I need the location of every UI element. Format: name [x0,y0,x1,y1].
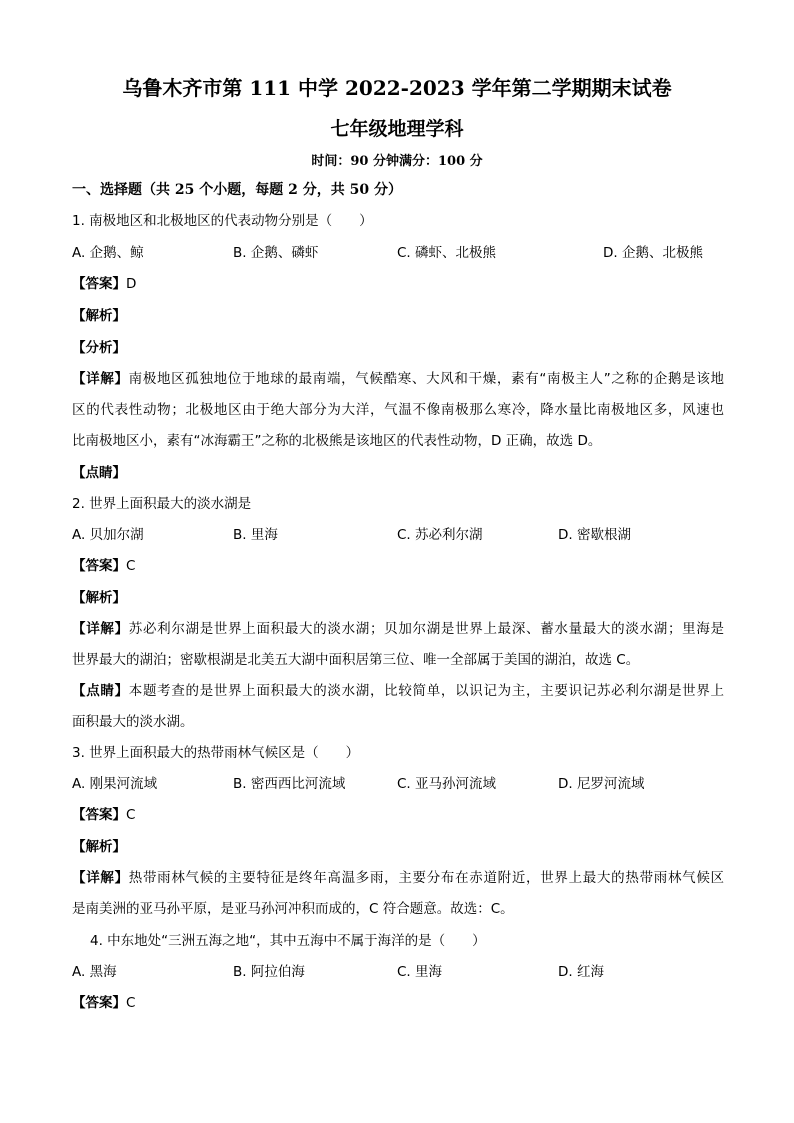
q1-options [72,244,724,262]
q1-comment-label: 【点睛】 [72,465,126,481]
q1-option-d: D. 企鹅、北极熊 [603,245,703,261]
q3-option-b: B. 密西西比河流域 [233,776,346,792]
q3-analysis-label: 【解析】 [72,839,126,855]
q1-answer [72,275,724,293]
q1-option-c: C. 磷虾、北极熊 [397,245,497,261]
q3-stem: 3. 世界上面积最大的热带雨林气候区是（ ） [72,745,360,761]
q2-detail-line1: 【详解】苏必利尔湖是世界上面积最大的淡水湖；贝加尔湖是世界上最深、蓄水量最大的淡水湖；里海是 [72,621,725,637]
q1-option-a: A. 企鹅、鲸 [72,245,144,261]
q4-option-c: C. 里海 [397,964,443,980]
q2-options [72,526,724,544]
q4-options [72,963,724,981]
q2-answer: 【答案】C [72,558,136,574]
q4-option-d: D. 红海 [558,964,604,980]
q3-answer: 【答案】C [72,807,136,823]
q2-analysis-label: 【解析】 [72,590,126,606]
q3-option-c: C. 亚马孙河流域 [397,776,497,792]
q2-answer-value: C [126,558,136,574]
q2-option-a: A. 贝加尔湖 [72,527,144,543]
q1-detail-line1: 【详解】南极地区孤独地位于地球的最南端，气候酷寒、大风和干燥，素有“南极主人”之称的企鹅是该地 [72,371,724,387]
q3-option-d: D. 尼罗河流域 [558,776,645,792]
q2-comment-line2: 面积最大的淡水湖。 [72,714,194,730]
q2-detail-line2: 世界最大的湖泊；密歇根湖是北美五大湖中面积居第三位、唯一全部属于美国的湖泊，故选 C。 [72,652,640,668]
q4-option-a: A. 黑海 [72,964,117,980]
q3-options [72,775,724,793]
q2-option-c: C. 苏必利尔湖 [397,527,483,543]
q3-option-a: A. 刚果河流域 [72,776,158,792]
q1-detail-line2: 区的代表性动物；北极地区由于绝大部分为大洋，气温不像南极那么寒冷，降水量比南极地区多，风速也 [72,402,724,418]
q2-comment-line1: 【点睛】本题考查的是世界上面积最大的淡水湖，比较简单，以识记为主，主要识记苏必利尔湖是世界上 [72,683,725,699]
exam-meta: 时间：90 分钟满分：100 分 [311,154,483,169]
q1-analysis-label: 【解析】 [72,308,126,324]
q4-option-b: B. 阿拉伯海 [233,964,305,980]
detail-label: 【详解】 [72,371,129,387]
q3-detail-line2: 是南美洲的亚马孙平原，是亚马孙河冲积而成的，C 符合题意。故选：C。 [72,901,514,917]
section-heading: 一、选择题（共 25 个小题，每题 2 分，共 50 分） [72,182,402,198]
exam-title: 乌鲁木齐市第 111 中学 2022-2023 学年第二学期期末试卷 [122,76,672,100]
q4-answer-value: C [126,995,136,1011]
q3-answer-value: C [126,807,136,823]
q1-answer-value: D [126,276,137,292]
q1-option-b: B. 企鹅、磷虾 [233,245,319,261]
q2-option-d: D. 密歇根湖 [558,527,631,543]
exam-subtitle: 七年级地理学科 [330,118,464,140]
q2-stem: 2. 世界上面积最大的淡水湖是 [72,496,252,512]
q3-detail-line1: 【详解】热带雨林气候的主要特征是终年高温多雨，主要分布在赤道附近，世界上最大的热带雨林气候区 [72,870,725,886]
q4-stem: 4. 中东地处“三洲五海之地“，其中五海中不属于海洋的是（ ） [90,933,486,949]
q1-fenxi-label: 【分析】 [72,340,126,356]
q2-option-b: B. 里海 [233,527,278,543]
q1-stem: 1. 南极地区和北极地区的代表动物分别是（ ） [72,213,373,229]
q4-answer: 【答案】C [72,995,136,1011]
q1-detail-line3: 比南极地区小，素有“冰海霸王”之称的北极熊是该地区的代表性动物，D 正确，故选 D。 [72,433,602,449]
answer-label: 【答案】 [72,276,126,292]
